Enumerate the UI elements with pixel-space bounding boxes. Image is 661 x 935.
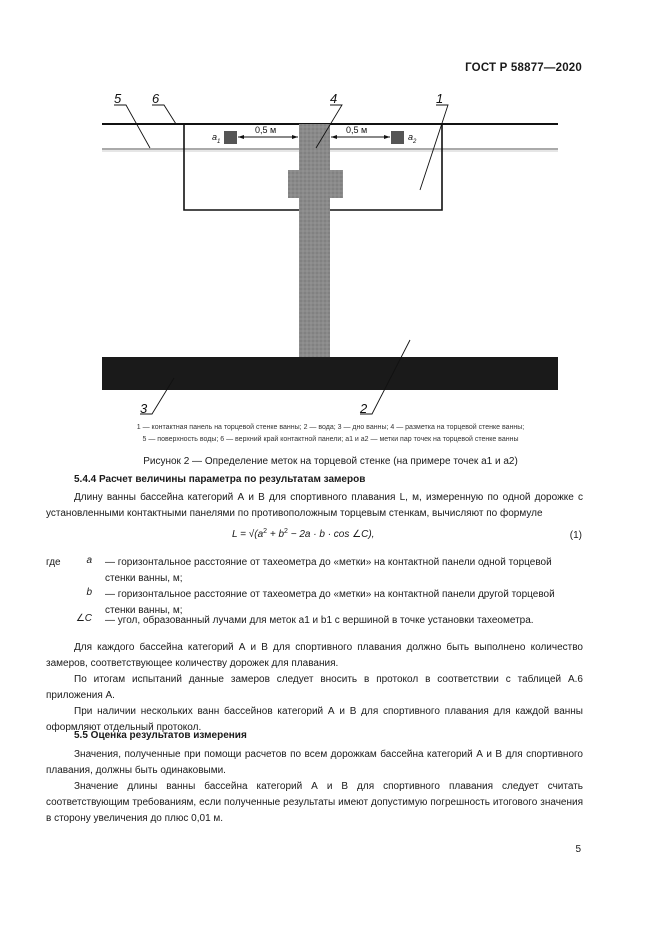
def-text-b: — горизонтальное расстояние от тахеометра до «метки» на контактной панели другой торцевой стенки ванны, м; [105,589,555,616]
mark-a1 [224,131,237,144]
figure-legend-line-1: 1 — контактная панель на торцевой стенке ванны; 2 — вода; 3 — дно ванны; 4 — разметка на торцевой стенке ванны; [136,424,525,431]
section-heading-55: 5.5 Оценка результатов измерения [74,730,247,741]
callout-5-leader [114,105,150,148]
paragraph-values: Значения, полученные при помощи расчетов по всем дорожкам бассейна категорий А и В для спортивного плавания, должны быть одинаковыми. [46,749,583,776]
where-label: где [46,557,61,568]
page-number: 5 [575,844,581,855]
figure-2-diagram [0,85,661,416]
figure-caption: Рисунок 2 — Определение меток на торцевой стенке (на примере точек a1 и a2) [143,456,518,467]
def-text-a: — горизонтальное расстояние от тахеометра до «метки» на контактной панели одной торцевой стенки ванны, м; [105,557,552,584]
def-term-angle: ∠C [75,613,92,624]
paragraph-intro: Длину ванны бассейна категорий А и В для спортивного плавания L, м, измеренную по одной дорожке с установленными контактными панелями по противоположным торцевым стенкам, вычисляют по формуле [46,492,583,519]
mark-a2-label: $a_2$ [408,132,417,145]
callout-5: 5 [114,91,122,106]
mark-a2 [391,131,404,144]
wall-marking-crossbar [288,170,343,198]
formula-1: $L = √(a^2 + b^2 - 2a \cdot b \cdot \cos$ ∠C), [232,528,375,540]
callout-1-leader [420,105,448,190]
figure-legend-line-2: 5 — поверхность воды; 6 — верхний край контактной панели; a1 и a2 — метки пар точек на торцевой стенке ванны [142,436,519,443]
def-text-angle: — угол, образованный лучами для меток a1 и b1 с вершиной в точке установки тахеометра. [105,615,534,626]
paragraph-tolerance: Значение длины ванны бассейна категорий А и В для спортивного плавания следует считать соответствующим требованиям, если полученные результаты имеют допустимую погрешность итогового значения в сторону увеличения до плюс 0,01 м. [46,781,583,824]
callout-2: 2 [360,401,368,416]
paragraph-measurements: Для каждого бассейна категорий А и В для спортивного плавания должно быть выполнено количество замеров, соответствующее количеству дорожек для плавания. [46,642,583,669]
document-header: ГОСТ Р 58877—2020 [465,62,582,74]
formula-number: (1) [569,530,582,541]
callout-4: 4 [330,91,338,106]
pool-bottom [102,357,558,390]
callout-6-leader [152,105,176,124]
callout-1: 1 [436,91,444,106]
dim-right-label: 0,5 м [346,125,368,135]
callout-6: 6 [152,91,160,106]
section-heading-544: 5.4.4 Расчет величины параметра по результатам замеров [74,474,366,485]
callout-3: 3 [140,401,148,416]
dim-left-label: 0,5 м [255,125,277,135]
wall-marking-post [299,124,330,358]
def-term-a: a [86,555,92,566]
mark-a1-label: $a_1$ [212,132,221,145]
paragraph-multiple-pools: При наличии нескольких ванн бассейнов категорий А и В для спортивного плавания для каждой ванны оформляют отдельный протокол. [46,706,583,733]
paragraph-protocol: По итогам испытаний данные замеров следует вносить в протокол в соответствии с таблицей А.6 приложения А. [46,674,583,701]
def-term-b: b [86,587,92,598]
